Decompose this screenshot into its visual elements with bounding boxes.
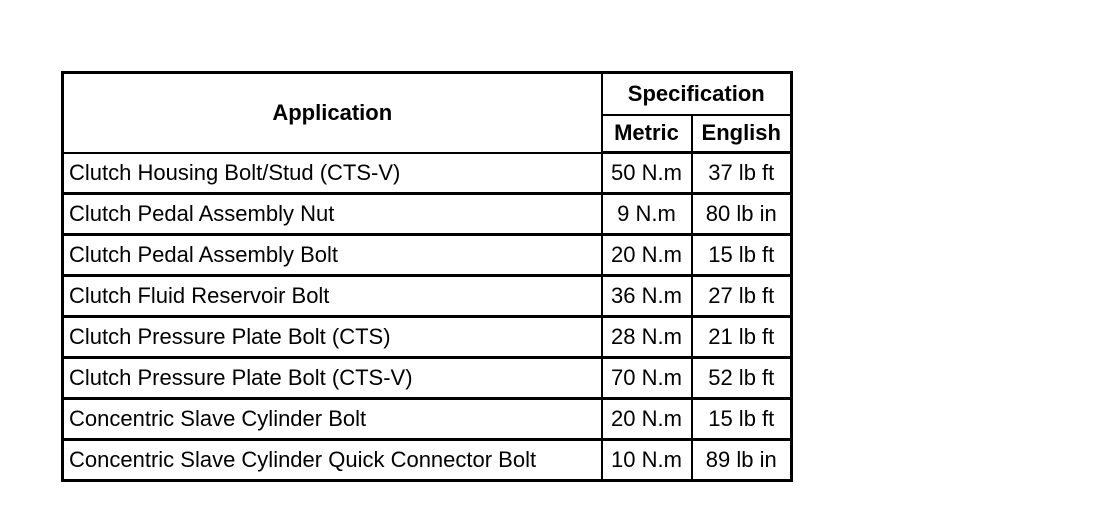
table-row — [63, 317, 792, 358]
cell-metric: 20 N.m — [602, 399, 692, 440]
table-row — [63, 153, 792, 194]
cell-english: 37 lb ft — [692, 153, 792, 194]
cell-application: Concentric Slave Cylinder Quick Connector Bolt — [63, 440, 602, 481]
cell-english: 52 lb ft — [692, 358, 792, 399]
cell-application: Clutch Fluid Reservoir Bolt — [63, 276, 602, 317]
cell-english: 27 lb ft — [692, 276, 792, 317]
cell-english: 15 lb ft — [692, 399, 792, 440]
table-row — [63, 276, 792, 317]
header-specification: Specification — [602, 73, 792, 115]
table-row — [63, 194, 792, 235]
cell-metric: 28 N.m — [602, 317, 692, 358]
cell-application: Clutch Pressure Plate Bolt (CTS-V) — [63, 358, 602, 399]
cell-metric: 36 N.m — [602, 276, 692, 317]
cell-application: Clutch Housing Bolt/Stud (CTS-V) — [63, 153, 602, 194]
torque-spec-table — [61, 71, 793, 482]
cell-application: Clutch Pressure Plate Bolt (CTS) — [63, 317, 602, 358]
cell-english: 15 lb ft — [692, 235, 792, 276]
cell-metric: 9 N.m — [602, 194, 692, 235]
cell-metric: 20 N.m — [602, 235, 692, 276]
cell-metric: 70 N.m — [602, 358, 692, 399]
cell-english: 80 lb in — [692, 194, 792, 235]
header-english: English — [692, 115, 792, 153]
cell-english: 21 lb ft — [692, 317, 792, 358]
cell-application: Clutch Pedal Assembly Bolt — [63, 235, 602, 276]
header-metric: Metric — [602, 115, 692, 153]
table-row — [63, 440, 792, 481]
cell-metric: 50 N.m — [602, 153, 692, 194]
cell-metric: 10 N.m — [602, 440, 692, 481]
header-application: Application — [63, 73, 602, 153]
cell-application: Concentric Slave Cylinder Bolt — [63, 399, 602, 440]
cell-application: Clutch Pedal Assembly Nut — [63, 194, 602, 235]
cell-english: 89 lb in — [692, 440, 792, 481]
table-row — [63, 399, 792, 440]
table-row — [63, 358, 792, 399]
table-row — [63, 235, 792, 276]
